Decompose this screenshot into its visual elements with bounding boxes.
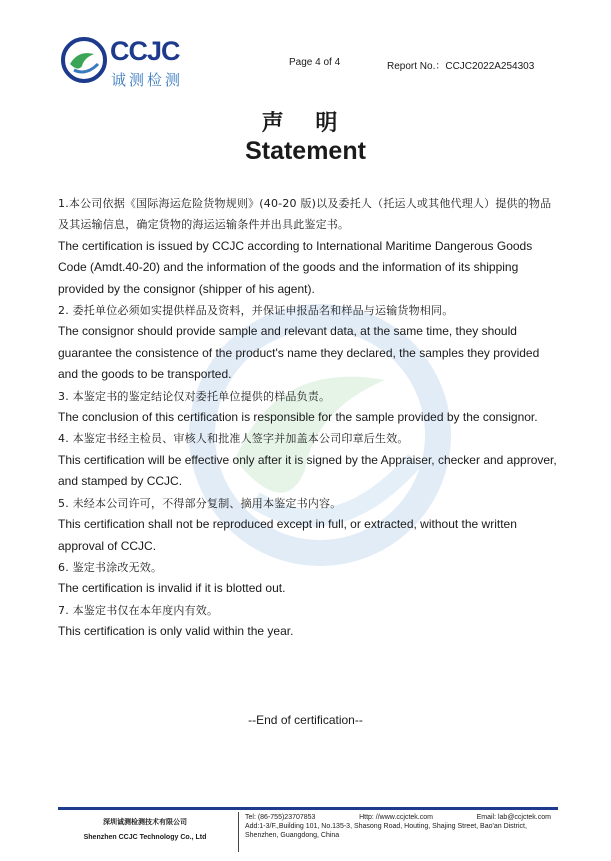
footer-contact	[245, 813, 551, 840]
company-logo	[60, 36, 210, 92]
page-number: Page 4 of 4	[289, 57, 341, 68]
statement-paragraph: 7. 本鉴定书仅在本年度内有效。	[58, 603, 219, 617]
footer-tel: Tel: (86-755)23707853	[245, 814, 316, 821]
statement-paragraph: 3. 本鉴定书的鉴定结论仅对委托单位提供的样品负责。	[58, 389, 331, 403]
statement-paragraph: This certification is only valid within the year.	[58, 624, 294, 639]
statement-paragraph: 2. 委托单位必须如实提供样品及资料，并保证申报品名和样品与运输货物相同。	[58, 304, 454, 318]
statement-paragraph: The certification is invalid if it is blotted out.	[58, 581, 286, 596]
statement-paragraph: This certification shall not be reproduced except in full, or extracted, without the written approval of CCJC.	[58, 517, 517, 553]
report-number: Report No.：CCJC2022A254303	[387, 61, 535, 72]
footer-company-en: Shenzhen CCJC Technology Co., Ltd	[83, 834, 207, 841]
statement-paragraph: The conclusion of this certification is responsible for the sample provided by the consignor.	[58, 410, 538, 425]
logo-text: CCJC	[110, 36, 180, 66]
footer-separator	[238, 812, 239, 852]
footer-divider	[58, 807, 558, 810]
statement-body	[58, 193, 558, 643]
statement-paragraph: 1.本公司依据《国际海运危险货物规则》(40-20 版)以及委托人（托运人或其他代理人）提供的物品及其运输信息，确定货物的海运运输条件并出具此鉴定书。	[58, 197, 552, 232]
page-title-cn: 声 明	[261, 111, 350, 136]
footer-company	[60, 815, 230, 845]
footer-company-cn: 深圳诚测检测技术有限公司	[103, 819, 187, 826]
statement-paragraph: This certification will be effective only after it is signed by the Appraiser, checker and approver, and stamped by CCJC.	[58, 452, 557, 489]
page-title: Statement	[245, 137, 366, 165]
statement-paragraph: The consignor should provide sample and relevant data, at the same time, they should guarantee the consistence of the product's name they declared, the samples they provided and the goods to be transported.	[58, 324, 540, 382]
footer-address: Add:1-3/F.,Building 101, No.135-3, Shasong Road, Houting, Shajing Street, Bao'an District, Shenzhen, Guangdong, China	[245, 823, 527, 839]
logo-mark-icon	[60, 36, 108, 84]
footer-website: Http: //www.ccjctek.com	[359, 814, 433, 821]
statement-paragraph: 5. 未经本公司许可，不得部分复制、摘用本鉴定书内容。	[58, 496, 342, 510]
statement-paragraph: 4. 本鉴定书经主检员、审核人和批准人签字并加盖本公司印章后生效。	[58, 432, 409, 446]
statement-paragraph: 6. 鉴定书涂改无效。	[58, 560, 163, 574]
logo-text-cn: 诚测检测	[111, 72, 184, 89]
end-of-certification: --End of certification--	[248, 713, 363, 727]
footer-email: Email: lab@ccjctek.com	[476, 814, 551, 821]
statement-paragraph: The certification is issued by CCJC according to International Maritime Dangerous Goods Code (Amdt.40-20) and the information of the goods and the information of its shipping provided by the consignor (shipper of his agent).	[58, 238, 533, 296]
